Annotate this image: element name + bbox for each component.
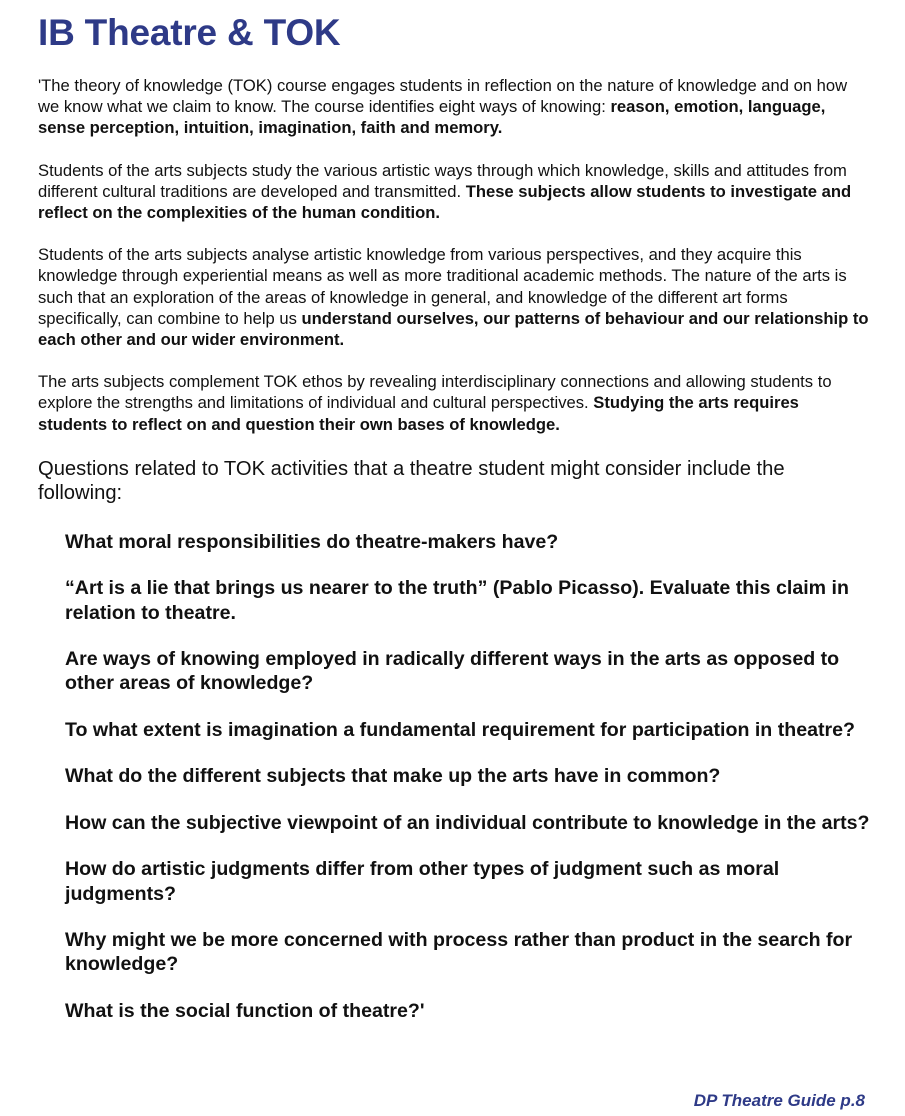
questions-intro: Questions related to TOK activities that a theatre student might consider include the following: bbox=[38, 457, 785, 504]
paragraph-arts-subjects-study bbox=[38, 160, 870, 224]
questions-list bbox=[38, 530, 870, 1023]
list-item: How can the subjective viewpoint of an individual contribute to knowledge in the arts? bbox=[65, 811, 870, 834]
paragraph-text: 'The theory of knowledge (TOK) course engages students in reflection on the nature of knowledge and on how we know what we claim to know. The course identifies eight ways of knowing: bbox=[38, 76, 848, 117]
paragraph-text: Students of the arts subjects study the various artistic ways through which knowledge, skills and attitudes from different cultural traditions are developed and transmitted. bbox=[38, 160, 847, 201]
paragraph-bold-text: understand ourselves, our patterns of behaviour and our relationship to each other and our wider environment. bbox=[38, 308, 869, 350]
paragraph-text: The arts subjects complement TOK ethos by revealing interdisciplinary connections and allowing students to explore the strengths and limitations of individual and cultural perspectives. bbox=[38, 372, 832, 413]
list-item: What moral responsibilities do theatre-makers have? bbox=[65, 530, 559, 553]
list-item: What is the social function of theatre?' bbox=[65, 999, 425, 1022]
paragraph-text: Students of the arts subjects analyse artistic knowledge from various perspectives, and they acquire this knowledge through experiential means as well as more traditional academic methods. The nature of the arts is such that an exploration of the areas of knowledge in general, and knowledge of the different art forms specifically, can combine to help us bbox=[38, 245, 847, 328]
page-footer: DP Theatre Guide p.8 bbox=[693, 1091, 865, 1110]
list-item: Why might we be more concerned with process rather than product in the search for knowledge? bbox=[65, 928, 853, 976]
document-page bbox=[38, 12, 870, 1023]
paragraph-arts-complement-tok bbox=[38, 371, 870, 435]
paragraph-tok-course bbox=[38, 75, 870, 139]
list-item: What do the different subjects that make up the arts have in common? bbox=[65, 765, 721, 788]
paragraph-bold-text: reason, emotion, language, sense perception, intuition, imagination, faith and memory. bbox=[38, 97, 826, 138]
list-item: “Art is a lie that brings us nearer to the truth” (Pablo Picasso). Evaluate this claim in relation to theatre. bbox=[65, 577, 849, 624]
list-item: To what extent is imagination a fundamental requirement for participation in theatre? bbox=[65, 718, 856, 741]
paragraph-bold-text: Studying the arts requires students to reflect on and question their own bases of knowledge. bbox=[38, 393, 799, 434]
paragraph-bold-text: These subjects allow students to investigate and reflect on the complexities of the human condition. bbox=[38, 181, 852, 223]
page-title: IB Theatre & TOK bbox=[38, 12, 341, 53]
list-item: How do artistic judgments differ from other types of judgment such as moral judgments? bbox=[65, 858, 780, 905]
paragraph-arts-subjects-analyse bbox=[38, 244, 870, 350]
list-item: Are ways of knowing employed in radically different ways in the arts as opposed to other areas of knowledge? bbox=[65, 648, 840, 695]
